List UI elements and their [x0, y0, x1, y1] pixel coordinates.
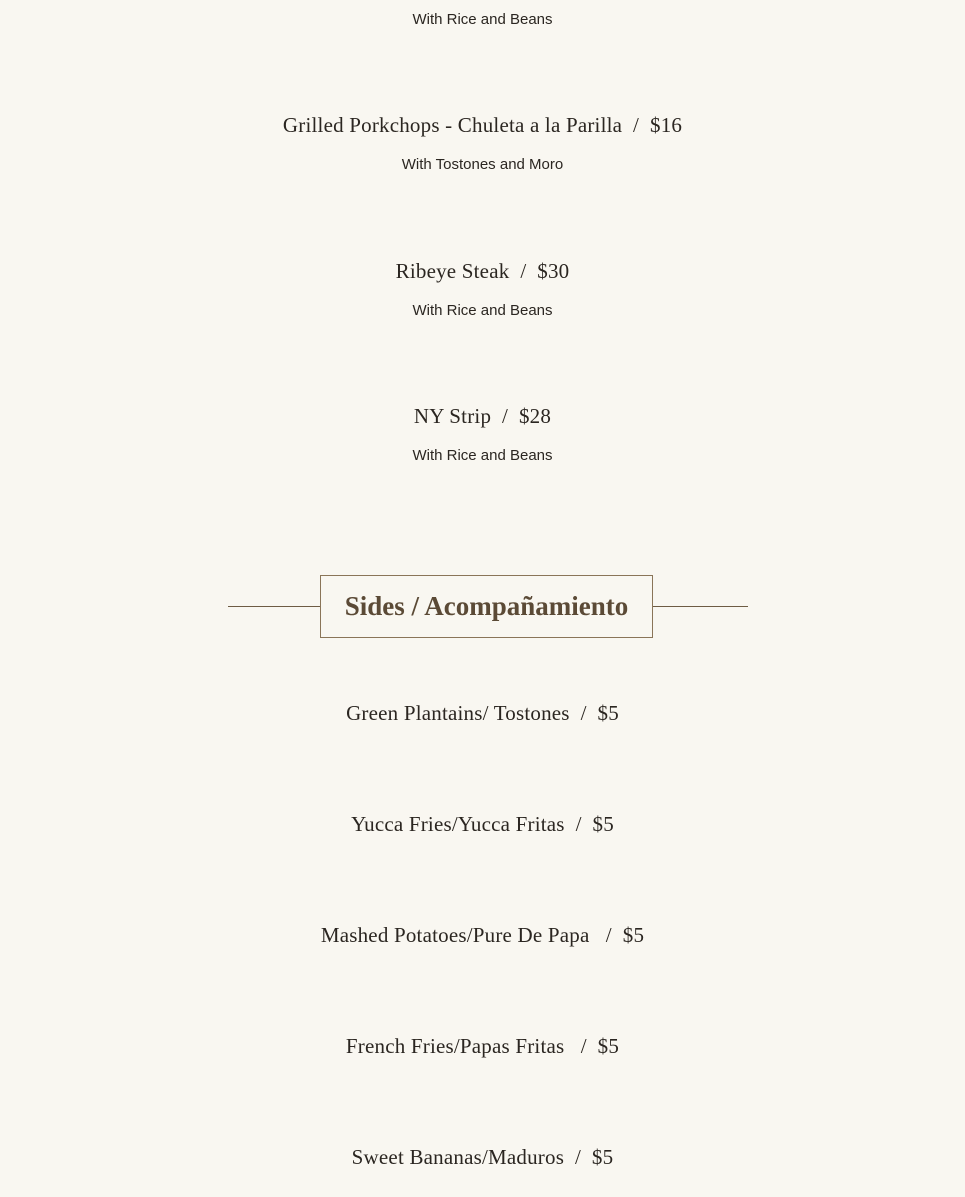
side-item-title: French Fries/Papas Fritas / $5: [345, 1034, 620, 1058]
menu-item-title: Grilled Porkchops - Chuleta a la Parilla / $16: [282, 113, 683, 137]
menu-item-description: With Rice and Beans: [412, 447, 553, 464]
menu-item-description: With Tostones and Moro: [401, 156, 564, 173]
section-divider-right: [653, 606, 748, 607]
side-item-title: Green Plantains/ Tostones / $5: [346, 701, 619, 725]
section-divider-left: [228, 606, 320, 607]
menu-item-description: With Rice and Beans: [412, 302, 553, 319]
section-title: Sides / Acompañamiento: [344, 591, 629, 621]
side-item-title: Sweet Bananas/Maduros / $5: [351, 1145, 614, 1169]
section-header: [320, 575, 653, 638]
side-item-title: Mashed Potatoes/Pure De Papa / $5: [320, 923, 645, 947]
menu-item-title: NY Strip / $28: [413, 404, 552, 428]
menu-item-title: Ribeye Steak / $30: [395, 259, 570, 283]
menu-item-description: With Rice and Beans: [412, 11, 553, 28]
side-item-title: Yucca Fries/Yucca Fritas / $5: [351, 812, 614, 836]
